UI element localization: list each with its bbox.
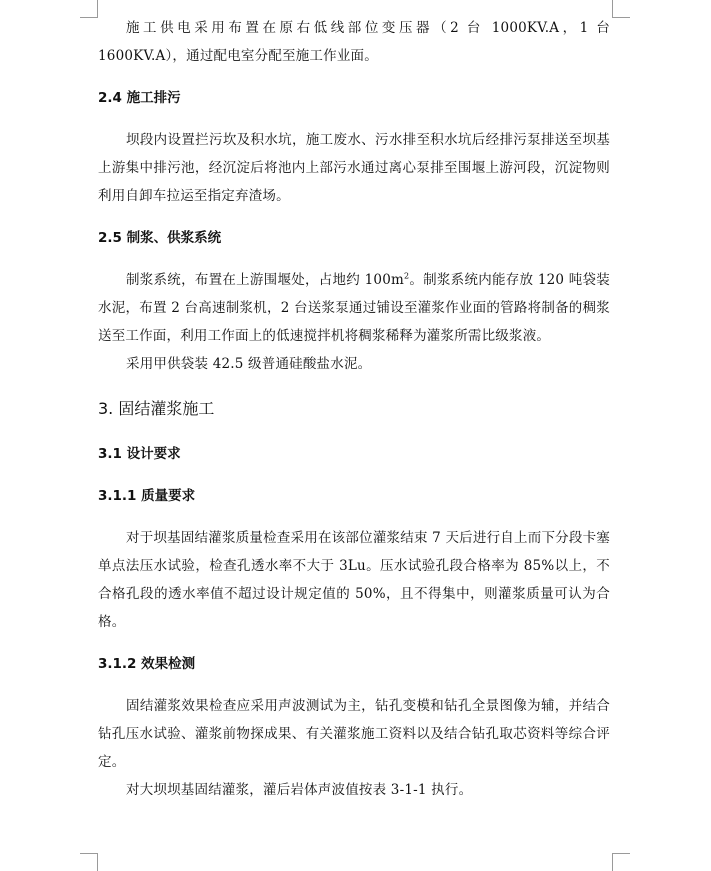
heading-design-requirements: 3.1 设计要求 [98, 446, 181, 462]
paragraph-cement: 采用甲供袋装 42.5 级普通硅酸盐水泥。 [126, 356, 372, 372]
heading-consolidation-grouting: 3. 固结灌浆施工 [98, 399, 215, 418]
slurry-text-a: 制浆系统，布置在上游围堰处，占地约 100m [126, 272, 404, 288]
paragraph-quality: 对于坝基固结灌浆质量检查采用在该部位灌浆结束 7 天后进行自上而下分段卡塞单点法压水试验，检查孔透水率不大于 3Lu。压水试验孔段合格率为 85%以上，不合格孔段的透水率值不超过设计规定值的 50%，且不得集中，则灌浆质量可认为合格。 [98, 530, 610, 630]
paragraph-drainage: 坝段内设置拦污坎及积水坑，施工废水、污水排至积水坑后经排污泵排送至坝基上游集中排污池，经沉淀后将池内上部污水通过离心泵排至围堰上游河段，沉淀物则利用自卸车拉运至指定弃渣场。 [98, 132, 610, 204]
paragraph-acoustic-table: 对大坝坝基固结灌浆，灌后岩体声波值按表 3-1-1 执行。 [126, 782, 473, 798]
crop-mark-top-left-h [80, 17, 98, 18]
paragraph-effect-testing: 固结灌浆效果检查应采用声波测试为主，钻孔变模和钻孔全景图像为辅，并结合钻孔压水试验、灌浆前物探成果、有关灌浆施工资料以及结合钻孔取芯资料等综合评定。 [98, 698, 610, 770]
crop-mark-bottom-right-v [612, 853, 613, 871]
heading-quality-requirements: 3.1.1 质量要求 [98, 488, 196, 504]
crop-mark-bottom-left-h [80, 853, 98, 854]
paragraph-power-supply: 施工供电采用布置在原右低线部位变压器（2 台 1000KV.A，1 台 1600KV.A），通过配电室分配至施工作业面。 [98, 20, 610, 64]
document-body [98, 14, 610, 804]
paragraph-slurry-system [98, 266, 610, 350]
superscript-2: 2 [404, 271, 410, 281]
heading-effect-testing: 3.1.2 效果检测 [98, 656, 196, 672]
crop-mark-top-right-v [612, 0, 613, 18]
heading-slurry-system: 2.5 制浆、供浆系统 [98, 230, 222, 246]
heading-drainage: 2.4 施工排污 [98, 90, 181, 106]
crop-mark-bottom-right-h [612, 853, 630, 854]
crop-mark-bottom-left-v [97, 853, 98, 871]
crop-mark-top-right-h [612, 17, 630, 18]
slurry-text-b: 。制浆系统内能存放 120 吨袋装水泥，布置 2 台高速制浆机，2 台送浆泵通过铺设至灌浆作业面的管路将制备的稠浆送至工作面，利用工作面上的低速搅拌机将稠浆稀释为灌浆所需比级浆液。 [98, 272, 611, 344]
